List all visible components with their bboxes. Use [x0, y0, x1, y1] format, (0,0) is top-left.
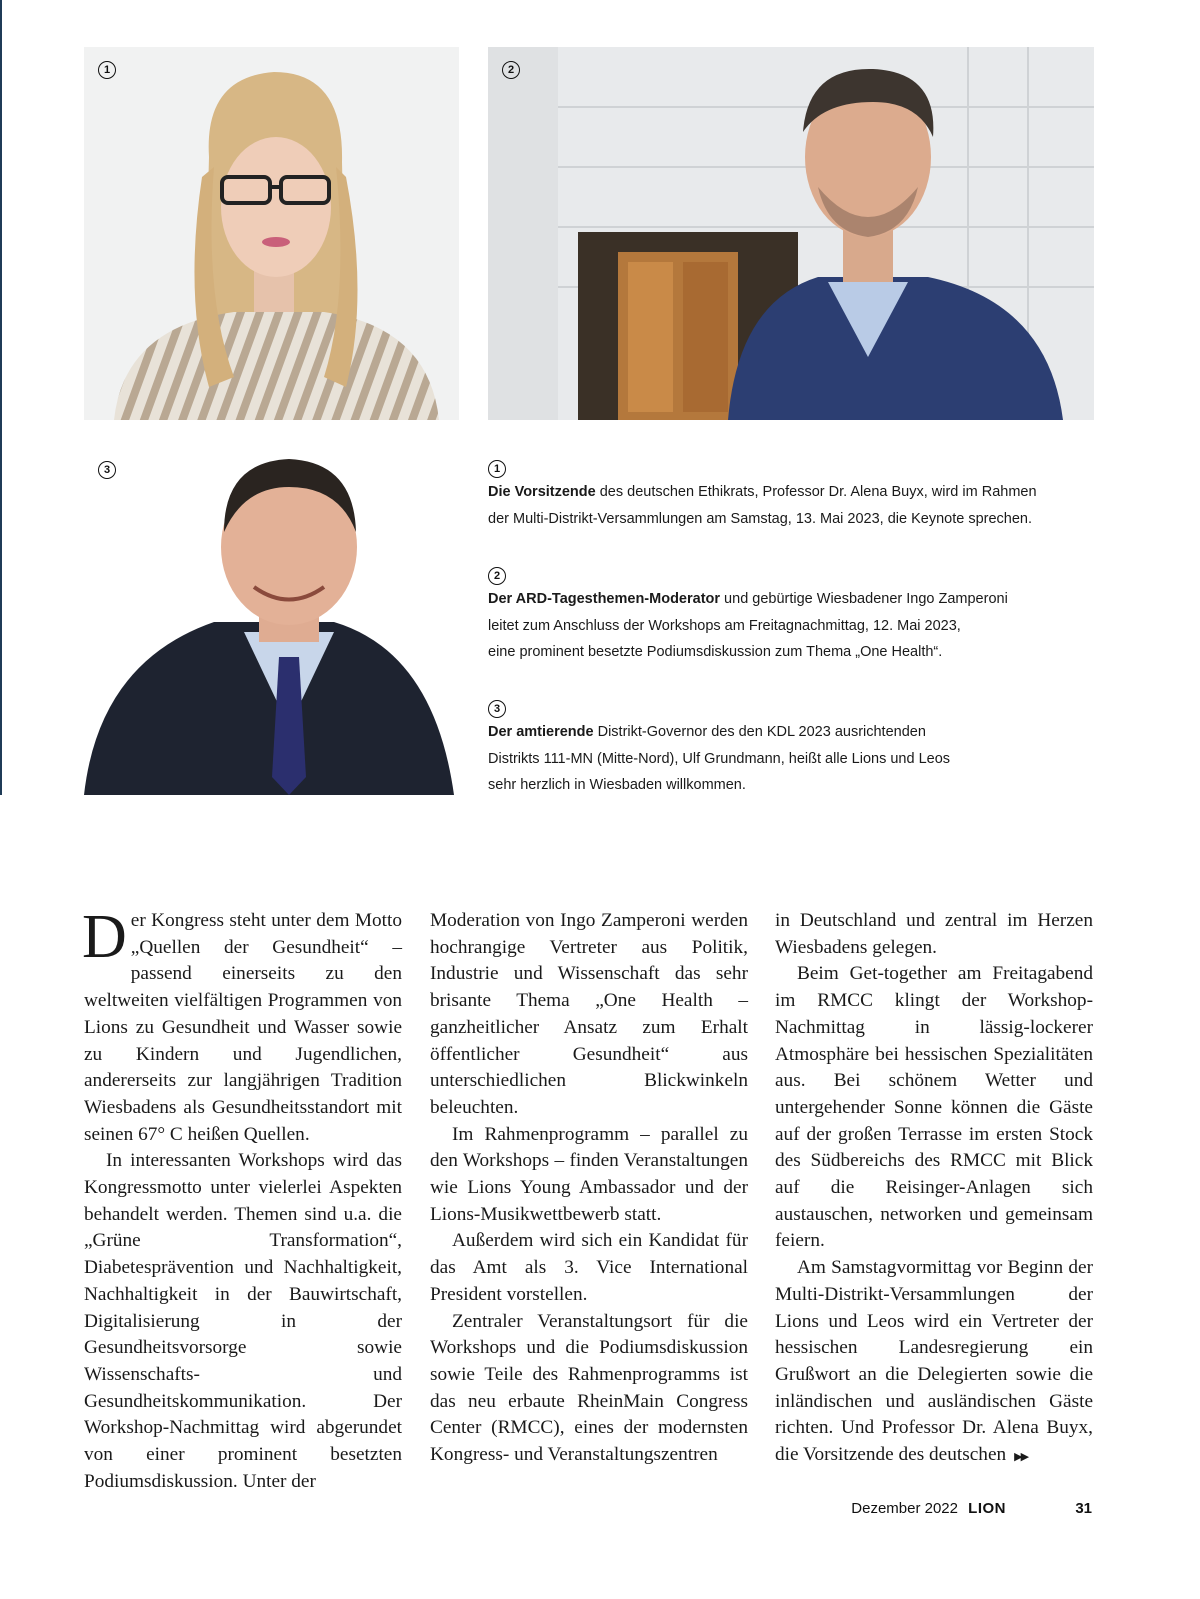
paragraph: Außerdem wird sich ein Kandidat für das Amt als 3. Vice International President vorstellen.	[430, 1230, 748, 1305]
article-body	[82, 903, 1094, 1492]
drop-cap: D	[82, 903, 127, 971]
caption-text: Distrikt-Governor des den KDL 2023 ausrichtenden	[593, 724, 926, 740]
magazine-name: LION	[968, 1500, 1006, 1517]
caption-1	[488, 460, 1098, 532]
caption-text: sehr herzlich in Wiesbaden willkommen.	[488, 777, 746, 793]
caption-3	[488, 700, 1098, 799]
caption-text: eine prominent besetzte Podiumsdiskussion zum Thema „One Health“.	[488, 644, 943, 660]
issue-date: Dezember 2022	[851, 1500, 958, 1517]
caption-2	[488, 567, 1098, 666]
caption-text: Distrikts 111-MN (Mitte-Nord), Ulf Grundmann, heißt alle Lions und Leos	[488, 750, 951, 767]
caption-text: der Multi-Distrikt-Versammlungen am Samstag, 13. Mai 2023, die Keynote sprechen.	[488, 510, 1032, 527]
article-column-1	[82, 903, 402, 1495]
caption-badge-1: 1	[488, 460, 506, 478]
paragraph: er Kongress steht unter dem Motto „Quellen der Gesundheit“ – passend einerseits zu den weltweiten vielfältigen Programmen von Lions zu Gesundheit und Wasser sowie zu Kindern und Jugendlichen, andererseits zur langjährigen Tradition Wiesbadens als Gesundheitsstandort mit seinen 67° C heißen Quellen.	[84, 910, 402, 1145]
paragraph: in Deutschland und zentral im Herzen Wiesbadens gelegen.	[775, 910, 1093, 958]
caption-text: leitet zum Anschluss der Workshops am Freitagnachmittag, 12. Mai 2023,	[488, 617, 961, 634]
paragraph: Zentraler Veranstaltungsort für die Workshops und die Podiumsdiskussion sowie Teile des Rahmenprogramms ist das neu erbaute RheinMain Congress Center (RMCC), eines der modernsten Kongress- und Veranstaltungszentren	[430, 1310, 748, 1466]
paragraph: In interessanten Workshops wird das Kongressmotto unter vielerlei Aspekten behandelt werden. Themen sind u.a. die „Grüne Transformation“, Diabetesprävention und Nachhaltigkeit, Nachhaltigkeit in der Bauwirtschaft, Digitalisierung in der Gesundheitsvorsorge sowie Wissenschafts- und Gesundheitskommunikation. Der Workshop-Nachmittag wird abgerundet von einer prominent besetzten Podiumsdiskussion. Unter der	[84, 1150, 402, 1492]
paragraph: Beim Get-together am Freitagabend im RMCC klingt der Workshop-Nachmittag in lässig-lockerer Atmosphäre bei hessischen Spezialitäten aus. Bei schönem Wetter und untergehender Sonne können die Gäste auf der großen Terrasse im ersten Stock des Südbereichs des RMCC mit Blick auf die Reisinger-Anlagen sich austauschen, networken und gemeinsam feiern.	[775, 963, 1093, 1252]
caption-lead: Die Vorsitzende	[488, 484, 596, 500]
caption-lead: Der amtierende	[488, 724, 594, 740]
caption-badge-2: 2	[488, 567, 506, 585]
article-column-2	[430, 908, 748, 1469]
paragraph: Im Rahmenprogramm – parallel zu den Workshops – finden Veranstaltungen wie Lions Young Ambassador und der Lions-Musikwettbewerb statt.	[430, 1123, 748, 1225]
photo-badge-1: 1	[98, 61, 116, 79]
photo-badge-2: 2	[502, 61, 520, 79]
paragraph: Am Samstagvormittag vor Beginn der Multi-Distrikt-Versammlungen der Lions und Leos wird ein Vertreter der hessischen Landesregierung ein Grußwort an die Delegierten sowie die inländischen und ausländischen Gäste richten. Und Professor Dr. Alena Buyx, die Vorsitzende des deutschen	[775, 1257, 1093, 1466]
photo-badge-3: 3	[98, 461, 116, 479]
article-column-3	[775, 908, 1093, 1471]
caption-text: des deutschen Ethikrats, Professor Dr. Alena Buyx, wird im Rahmen	[595, 484, 1037, 500]
caption-badge-3: 3	[488, 700, 506, 718]
page-number: 31	[1075, 1500, 1092, 1517]
photo-ulf-grundmann	[84, 447, 459, 795]
edge-rule	[0, 0, 2, 795]
page-footer	[0, 1500, 1094, 1520]
continue-arrow-icon: ▶▶	[1014, 1450, 1028, 1464]
photo-ingo-zamperoni	[488, 47, 1094, 420]
paragraph: Moderation von Ingo Zamperoni werden hochrangige Vertreter aus Politik, Industrie und Wissenschaft das sehr brisante Thema „One Health – ganzheitlicher Ansatz zum Erhalt öffentlicher Gesundheit“ aus unterschiedlichen Blickwinkeln beleuchten.	[430, 910, 748, 1118]
caption-lead: Der ARD-Tagesthemen-Moderator	[488, 591, 721, 607]
caption-text: und gebürtige Wiesbadener Ingo Zamperoni	[720, 591, 1008, 607]
photo-alena-buyx	[84, 47, 459, 420]
